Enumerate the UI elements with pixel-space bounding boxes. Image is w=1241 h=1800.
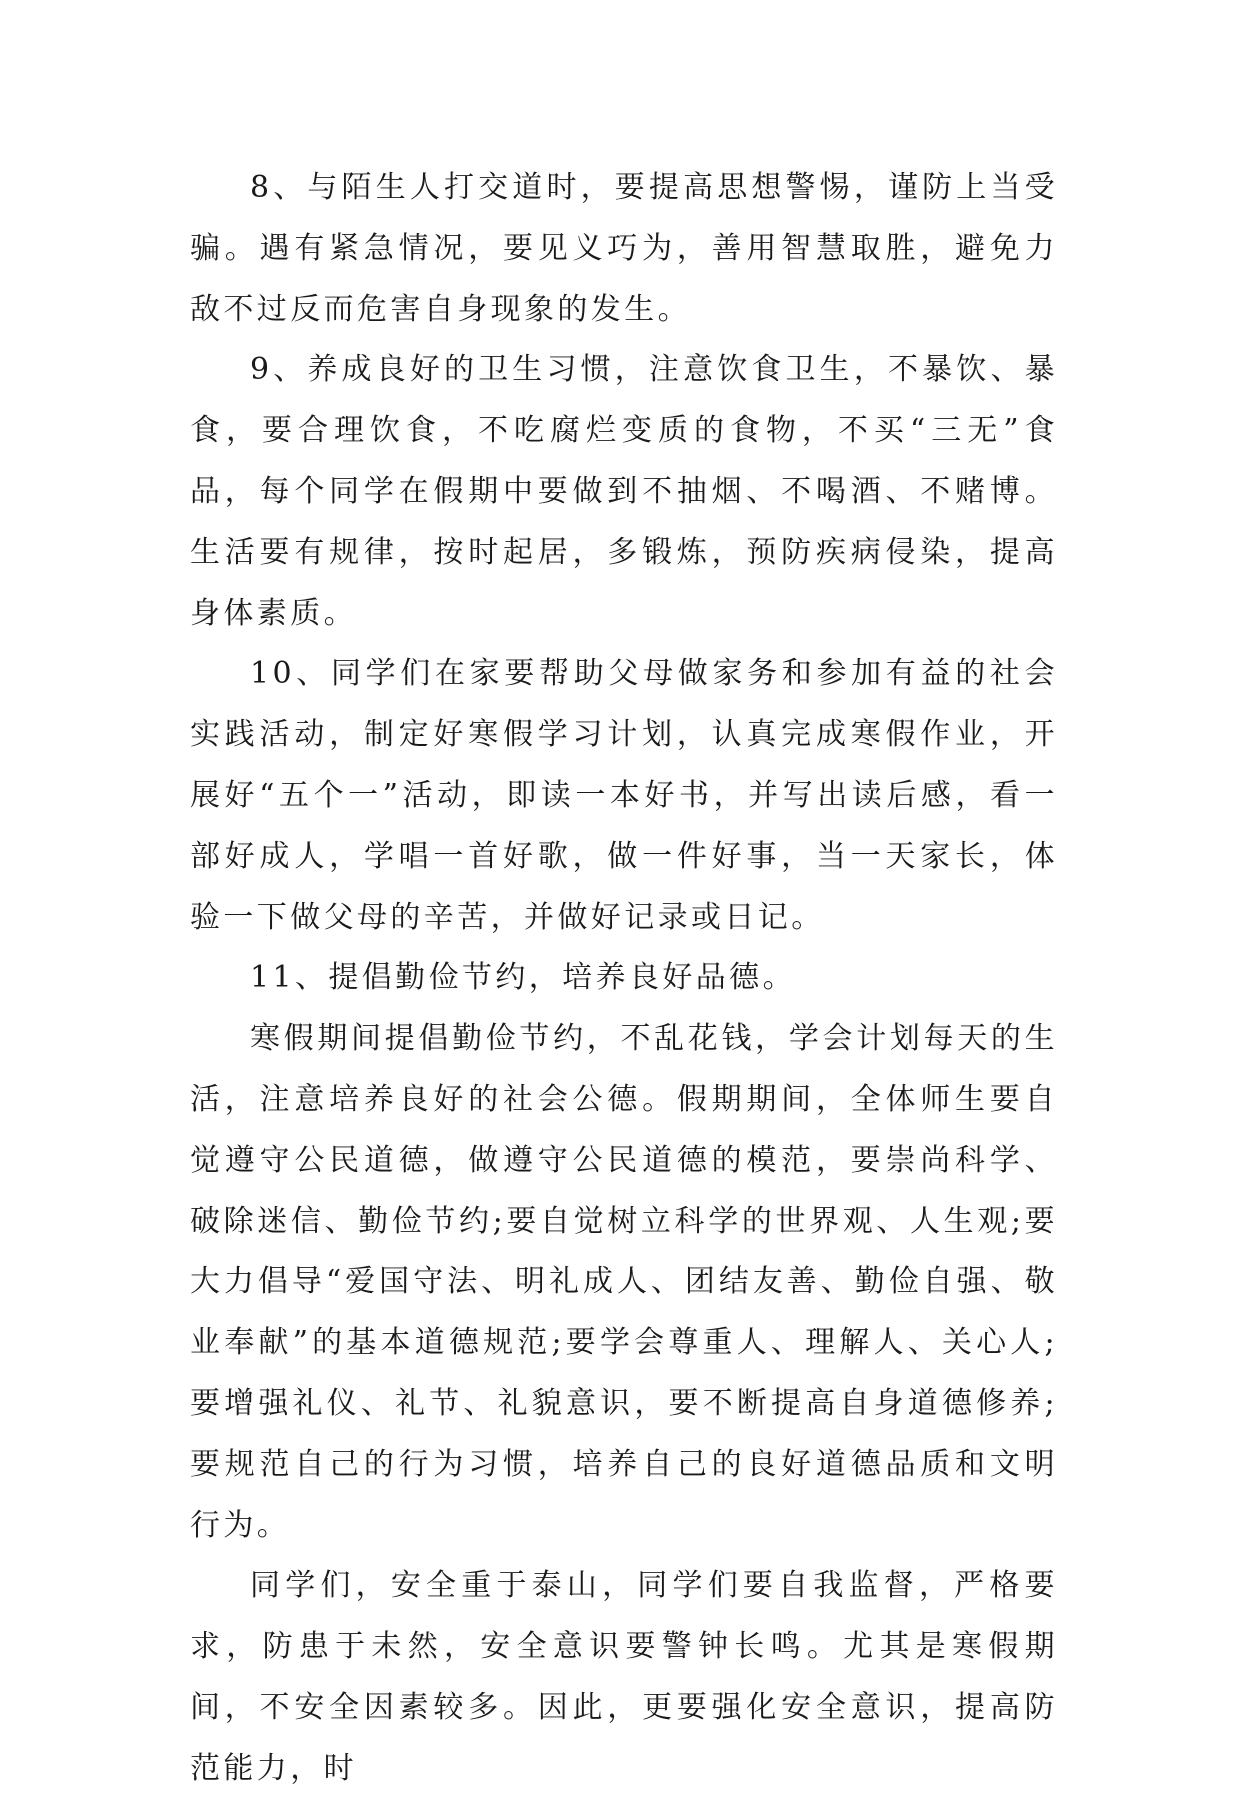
paragraph-11: 11、提倡勤俭节约，培养良好品德。 [250, 960, 796, 996]
paragraph-10: 10、同学们在家要帮助父母做家务和参加有益的社会实践活动，制定好寒假学习计划，认真完成寒假作业，开展好“五个一”活动，即读一本好书，并写出读后感，看一部好成人，学唱一首好歌，做一件好事，当一天家长，体验一下做父母的辛苦，并做好记录或日记。 [190, 656, 1058, 935]
paragraph-safety: 同学们，安全重于泰山，同学们要自我监督，严格要求，防患于未然，安全意识要警钟长鸣。尤其是寒假期间，不安全因素较多。因此，更要强化安全意识，提高防范能力，时 [190, 1568, 1058, 1786]
body-text [190, 158, 1058, 1800]
paragraph-9: 9、养成良好的卫生习惯，注意饮食卫生，不暴饮、暴食，要合理饮食，不吃腐烂变质的食物，不买“三无”食品，每个同学在假期中要做到不抽烟、不喝酒、不赌博。生活要有规律，按时起居，多锻炼，预防疾病侵染，提高身体素质。 [190, 352, 1058, 631]
paragraph-8: 8、与陌生人打交道时，要提高思想警惕，谨防上当受骗。遇有紧急情况，要见义巧为，善用智慧取胜，避免力敌不过反而危害自身现象的发生。 [190, 170, 1058, 327]
paragraph-frugality: 寒假期间提倡勤俭节约，不乱花钱，学会计划每天的生活，注意培养良好的社会公德。假期期间，全体师生要自觉遵守公民道德，做遵守公民道德的模范，要崇尚科学、破除迷信、勤俭节约;要自觉树立科学的世界观、人生观;要大力倡导“爱国守法、明礼成人、团结友善、勤俭自强、敬业奉献”的基本道德规范;要学会尊重人、理解人、关心人;要增强礼仪、礼节、礼貌意识，要不断提高自身道德修养;要规范自己的行为习惯，培养自己的良好道德品质和文明行为。 [190, 1021, 1058, 1543]
